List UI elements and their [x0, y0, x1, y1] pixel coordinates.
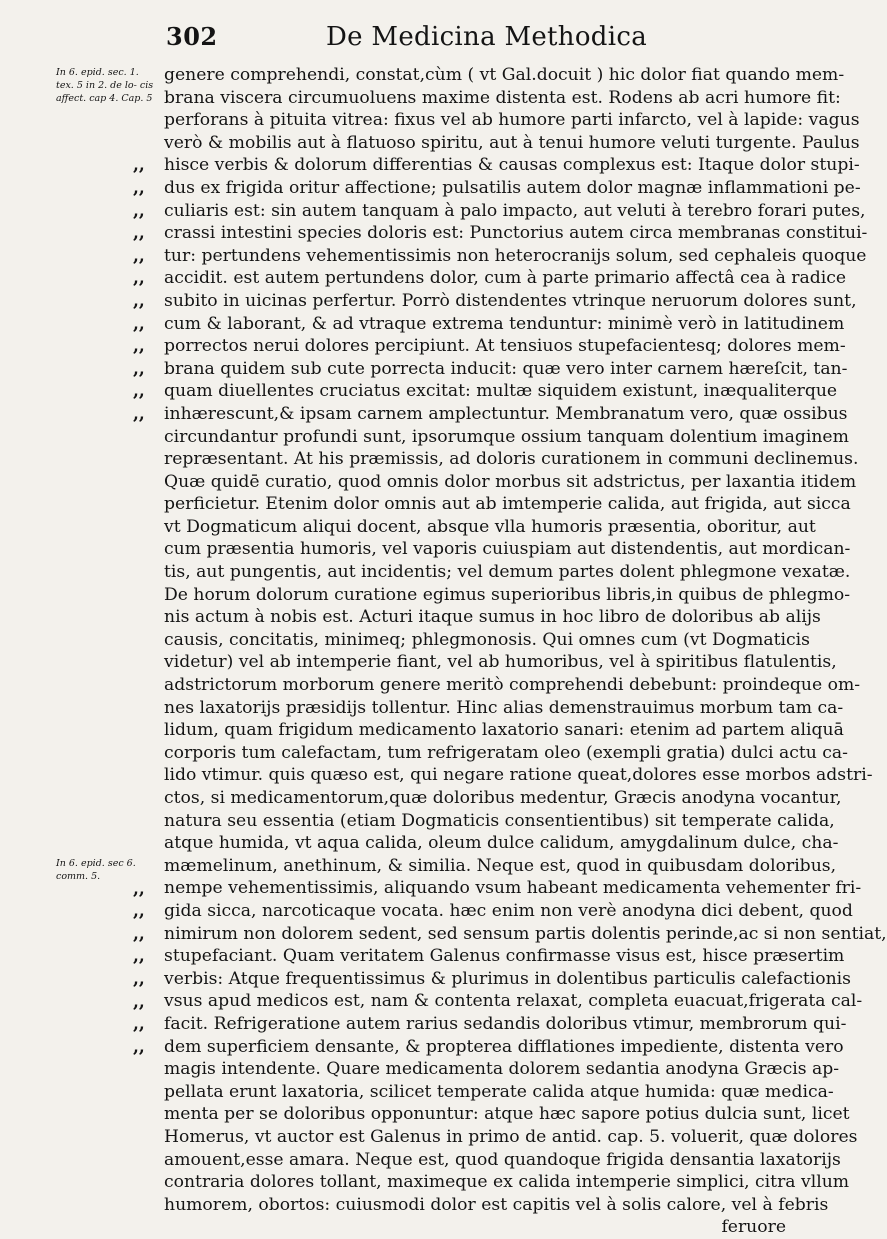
quotation-mark: ,,	[133, 155, 145, 176]
text-line: mæmelinum, anethinum, & similia. Neque est, quod in quibusdam doloribus,	[164, 855, 837, 876]
text-line: Quæ quidē curatio, quod omnis dolor morbus sit adstrictus, per laxantia itidem	[164, 471, 857, 492]
text-line: brana viscera circumuoluens maxime distenta est. Rodens ab acri humore fit:	[164, 87, 841, 108]
text-line: tur: pertundens vehementissimis non heterocranijs solum, sed cephaleis quoque	[164, 245, 867, 266]
text-line: hisce verbis & dolorum differentias & causas complexus est: Itaque dolor stupi-	[164, 155, 860, 176]
quotation-mark: ,,	[133, 223, 145, 244]
text-line: vsus apud medicos est, nam & contenta relaxat, completa euacuat,frigerata cal-	[164, 991, 863, 1012]
quotation-mark: ,,	[133, 946, 145, 967]
text-line: subito in uicinas perfertur. Porrò distendentes vtrinque neruorum dolores sunt,	[164, 290, 857, 311]
text-line: nis actum à nobis est. Acturi itaque sumus in hoc libro de doloribus ab alijs	[164, 607, 821, 628]
quotation-mark: ,,	[133, 245, 145, 266]
text-line: menta per se doloribus opponuntur: atque hæc sapore potius dulcia sunt, licet	[164, 1104, 850, 1125]
text-line: magis intendente. Quare medicamenta dolorem sedantia anodyna Græcis ap-	[164, 1059, 840, 1080]
running-title: De Medicina Methodica	[326, 22, 648, 52]
text-line: corporis tum calefactam, tum refrigeratam oleo (exempli gratia) dulci actu ca-	[164, 742, 848, 763]
quotation-mark: ,,	[133, 901, 145, 922]
text-line: quam diuellentes cruciatus excitat: multæ siquidem existunt, inæqualiterque	[164, 381, 838, 402]
text-line: natura seu essentia (etiam Dogmaticis consentientibus) sit temperate calida,	[164, 810, 835, 831]
text-line: vt Dogmaticum aliqui docent, absque vlla humoris præsentia, oboritur, aut	[164, 516, 816, 537]
text-line: inhærescunt,& ipsam carnem amplectuntur. Membranatum vero, quæ ossibus	[164, 403, 848, 424]
page-number: 302	[166, 22, 218, 51]
quotation-mark: ,,	[133, 268, 145, 289]
text-line: feruore	[721, 1217, 786, 1238]
text-line: ctos, si medicamentorum,quæ doloribus medentur, Græcis anodyna vocantur,	[164, 788, 842, 808]
margin-note: In 6. epid. sec. 1. tex. 5 in 2. de lo- cis affect. cap 4. Cap. 5	[56, 67, 154, 104]
text-line: dem superficiem densante, & propterea difflationes impediente, distenta vero	[164, 1036, 844, 1057]
text-line: nes laxatorijs præsidijs tollentur. Hinc alias demenstrauimus morbum tam ca-	[164, 697, 844, 718]
text-line: gida sicca, narcoticaque vocata. hæc enim non verè anodyna dici debent, quod	[164, 900, 853, 921]
text-line: genere comprehendi, constat,cùm ( vt Gal.docuit ) hic dolor fiat quando mem-	[164, 65, 845, 85]
text-line: facit. Refrigeratione autem rarius sedandis doloribus vtimur, membrorum qui-	[164, 1013, 847, 1034]
quotation-mark: ,,	[133, 178, 145, 198]
margin-note: In 6. epid. sec 6. comm. 5.	[56, 858, 136, 882]
text-line: crassi intestini species doloris est: Punctorius autem circa membranas constitui-	[164, 223, 868, 244]
text-line: accidit. est autem pertundens dolor, cum à parte primario affectâ cea à radice	[164, 268, 847, 289]
text-line: lidum, quam frigidum medicamento laxatorio sanari: etenim ad partem aliquā	[164, 720, 844, 741]
quotation-mark: ,,	[133, 878, 145, 899]
quotation-mark: ,,	[133, 381, 145, 402]
text-line: amouent,esse amara. Neque est, quod quandoque frigida densantia laxatorijs	[164, 1149, 841, 1170]
text-line: Homerus, vt auctor est Galenus in primo de antid. cap. 5. voluerit, quæ dolores	[164, 1126, 858, 1147]
text-line: perficietur. Etenim dolor omnis aut ab imtemperie calida, aut frigida, aut sicca	[164, 494, 851, 515]
text-line: De horum dolorum curatione egimus superioribus libris,in quibus de phlegmo-	[164, 584, 851, 605]
text-line: contraria dolores tollant, maximeque ex calida intemperie simplici, citra vllum	[164, 1172, 850, 1193]
text-line: causis, concitatis, minimeq; phlegmonosis. Qui omnes cum (vt Dogmaticis	[164, 629, 810, 650]
quotation-mark: ,,	[133, 336, 145, 357]
text-line: nempe vehementissimis, aliquando vsum habeant medicamenta vehementer fri-	[164, 878, 862, 899]
text-line: humorem, obortos: cuiusmodi dolor est capitis vel à solis calore, vel à febris	[164, 1194, 829, 1215]
text-line: porrectos nerui dolores percipiunt. At tensiuos stupefacientesq; dolores mem-	[164, 336, 846, 357]
text-line: brana quidem sub cute porrecta inducit: quæ vero inter carnem hæreſcit, tan-	[164, 358, 848, 379]
text-line: cum & laborant, & ad vtraque extrema tenduntur: minimè verò in latitudinem	[164, 313, 845, 334]
text-line: dus ex frigida oritur affectione; pulsatilis autem dolor magnæ inflammationi pe-	[164, 177, 861, 198]
text-line: cum præsentia humoris, vel vaporis cuiuspiam aut distendentis, aut mordican-	[164, 539, 851, 560]
quotation-mark: ,,	[133, 969, 145, 989]
text-line: adstrictorum morborum genere meritò comprehendi debebunt: proindeque om-	[164, 675, 861, 696]
quotation-mark: ,,	[133, 200, 145, 221]
text-line: verò & mobilis aut à flatuoso spiritu, aut à tenui humore veluti turgente. Paulus	[164, 132, 860, 153]
quotation-mark: ,,	[133, 358, 145, 379]
text-line: verbis: Atque frequentissimus & plurimus in dolentibus particulis calefactionis	[164, 968, 851, 989]
text-line: tis, aut pungentis, aut incidentis; vel demum partes dolent phlegmone vexatæ.	[164, 562, 851, 583]
quotation-mark: ,,	[133, 404, 145, 424]
quotation-mark: ,,	[133, 291, 145, 311]
quotation-mark: ,,	[133, 1036, 145, 1057]
quotation-mark: ,,	[133, 313, 145, 334]
quotation-mark: ,,	[133, 1014, 145, 1035]
page-header	[166, 22, 786, 58]
quotation-mark: ,,	[133, 923, 145, 944]
text-line: pellata erunt laxatoria, scilicet temperate calida atque humida: quæ medica-	[164, 1081, 834, 1102]
text-line: lido vtimur. quis quæso est, qui negare ratione queat,dolores esse morbos adstri-	[164, 765, 873, 786]
text-line: atque humida, vt aqua calida, oleum dulce calidum, amygdalinum dulce, cha-	[164, 833, 839, 854]
text-line: nimirum non dolorem sedent, sed sensum partis dolentis perinde,ac si non sentiat,	[164, 923, 887, 944]
quotation-mark: ,,	[133, 991, 145, 1012]
text-line: videtur) vel ab intemperie fiant, vel ab humoribus, vel à spiritibus flatulentis,	[164, 652, 837, 673]
text-line: repræsentant. At his præmissis, ad doloris curationem in communi declinemus.	[164, 449, 859, 470]
text-line: stupefaciant. Quam veritatem Galenus confirmasse visus est, hisce præsertim	[164, 946, 845, 967]
text-line: perforans à pituita vitrea: fixus vel ab humore parti infarcto, vel à lapide: vagus	[164, 110, 860, 131]
body-text	[164, 64, 887, 1239]
text-line: culiaris est: sin autem tanquam à palo impacto, aut veluti à terebro forari putes,	[164, 200, 866, 221]
text-line: circundantur profundi sunt, ipsorumque ossium tanquam dolentium imaginem	[164, 426, 849, 447]
